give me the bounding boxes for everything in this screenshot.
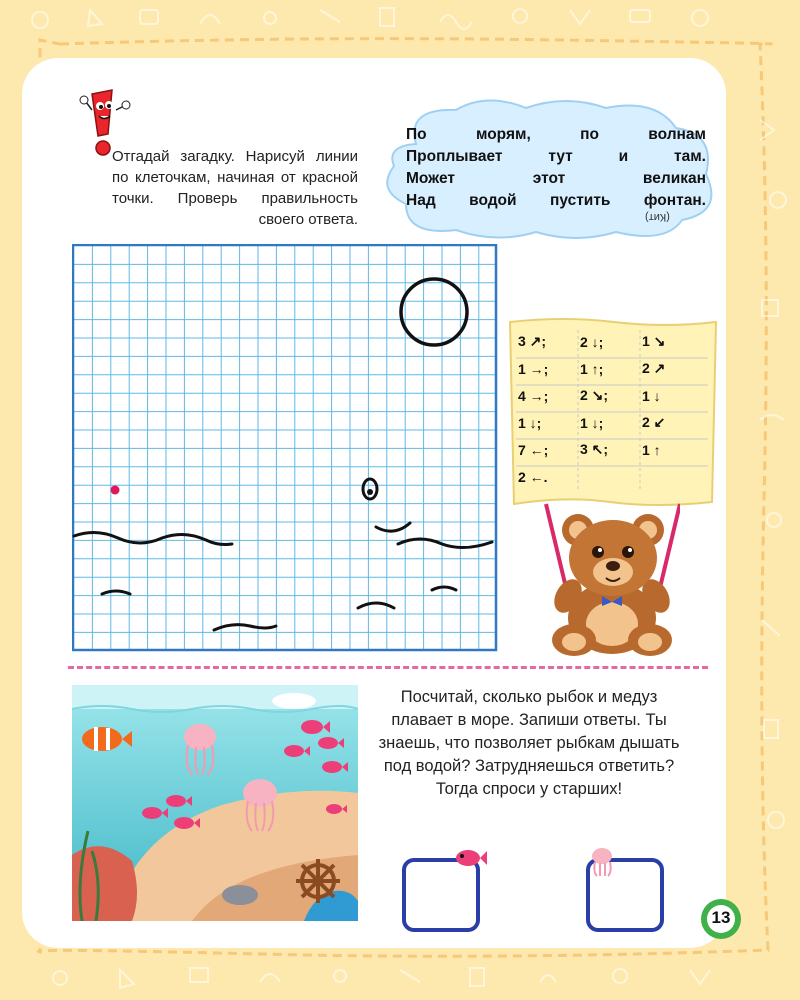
whale-pupil	[367, 489, 373, 495]
arrow-row	[518, 463, 704, 490]
riddle-line: Проплывает тут и там.	[406, 148, 706, 165]
arrow-row	[518, 436, 704, 463]
arrow-step: 1 ↘	[642, 333, 666, 349]
drawing-grid[interactable]	[72, 244, 498, 652]
arrow-step: 1 ↓	[642, 387, 661, 404]
arrow-step: 2 ↓;	[580, 333, 604, 350]
arrow-row	[518, 355, 704, 382]
riddle-line: По морям, по волнам	[406, 126, 706, 143]
section-divider	[68, 666, 708, 669]
arrow-step: 2 ←.	[518, 468, 548, 485]
jellyfish-icon	[588, 846, 616, 878]
arrow-step: 3 ↖;	[580, 441, 609, 457]
arrow-step: 2 ↙	[642, 414, 666, 430]
arrow-row	[518, 328, 704, 355]
riddle-text	[406, 124, 706, 212]
arrow-step: 1 ↑;	[580, 360, 604, 377]
teddy-bear-illustration	[540, 500, 680, 660]
start-red-dot	[111, 486, 120, 495]
task2-instruction: Посчитай, сколько рыбок и медуз плавает в море. Запиши ответы. Ты знаешь, что позволяет рыбкам дышать под водой? Затрудняешься ответить? Тогда спроси у старших!	[378, 688, 680, 798]
arrow-step: 4 →;	[518, 387, 549, 404]
arrow-instructions	[518, 328, 704, 490]
sea-illustration	[72, 685, 358, 921]
pink-fish-icon	[454, 846, 488, 870]
riddle-line: Может этот великан	[406, 170, 706, 187]
riddle-line: Над водой пустить фонтан.	[406, 192, 706, 209]
sea-waves	[74, 532, 492, 630]
arrow-row	[518, 409, 704, 436]
arrow-step: 2 ↗	[642, 360, 666, 376]
riddle-answer-upside-down: (Кит)	[645, 211, 670, 223]
arrow-step: 1 ↓;	[518, 414, 542, 431]
arrow-step: 2 ↘;	[580, 387, 609, 403]
arrow-step: 7 ←;	[518, 441, 549, 458]
page-number: 13	[711, 908, 731, 927]
arrow-step: 1 ↑	[642, 441, 661, 458]
sun-circle	[401, 279, 467, 345]
task1-instruction: Отгадай загадку. Нарисуй линии по клеточкам, начиная от красной точки. Проверь правильность своего ответа.	[112, 148, 358, 228]
arrow-row	[518, 382, 704, 409]
ship-wheel-icon	[296, 859, 340, 903]
arrow-step: 1 ↓;	[580, 414, 604, 431]
arrow-step: 3 ↗;	[518, 333, 547, 349]
arrow-step: 1 →;	[518, 360, 549, 377]
